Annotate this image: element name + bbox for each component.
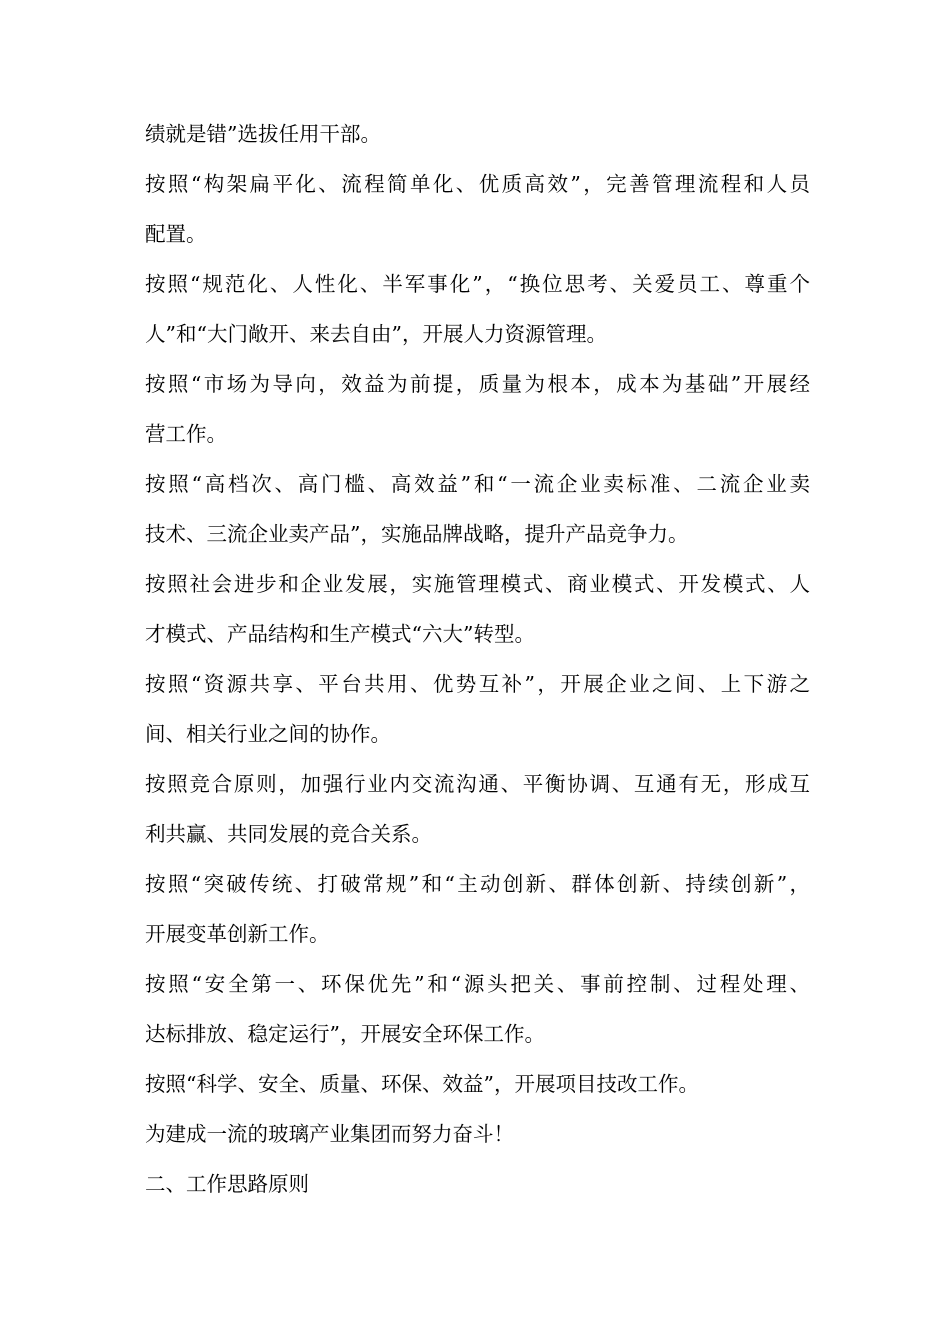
document-body [145, 109, 810, 1209]
paragraph [145, 959, 810, 1059]
text-line: 按照“资源共享、平台共用、优势互补”，开展企业之间、上下游之 [145, 672, 810, 696]
paragraph [145, 259, 810, 359]
text-line: 按照竞合原则，加强行业内交流沟通、平衡协调、互通有无，形成互 [145, 772, 810, 796]
paragraph [145, 1059, 810, 1109]
section-heading [145, 1159, 810, 1209]
text-line: 按照“市场为导向，效益为前提，质量为根本，成本为基础”开展经 [145, 372, 810, 396]
text-line: 人”和“大门敞开、来去自由”，开展人力资源管理。 [145, 322, 607, 346]
text-line: 开展变革创新工作。 [145, 922, 330, 946]
text-line: 按照“高档次、高门槛、高效益”和“一流企业卖标准、二流企业卖 [145, 472, 810, 496]
text-line: 技术、三流企业卖产品”，实施品牌战略，提升产品竞争力。 [145, 522, 689, 546]
paragraph [145, 159, 810, 259]
text-line: 达标排放、稳定运行”，开展安全环保工作。 [145, 1022, 545, 1046]
paragraph [145, 1109, 810, 1159]
text-line: 利共赢、共同发展的竞合关系。 [145, 822, 432, 846]
text-line: 按照“科学、安全、质量、环保、效益”，开展项目技改工作。 [145, 1072, 699, 1096]
text-line: 为建成一流的玻璃产业集团而努力奋斗！ [145, 1122, 514, 1146]
text-line: 按照社会进步和企业发展，实施管理模式、商业模式、开发模式、人 [145, 572, 810, 596]
paragraph [145, 759, 810, 859]
text-line: 才模式、产品结构和生产模式“六大”转型。 [145, 622, 535, 646]
text-line: 营工作。 [145, 422, 227, 446]
text-line: 配置。 [145, 222, 207, 246]
paragraph [145, 359, 810, 459]
text-line: 绩就是错”选拔任用干部。 [145, 122, 381, 146]
text-line: 按照“规范化、人性化、半军事化”，“换位思考、关爱员工、尊重个 [145, 272, 810, 296]
text-line: 二、工作思路原则 [145, 1172, 309, 1196]
paragraph [145, 109, 810, 159]
paragraph [145, 659, 810, 759]
paragraph [145, 859, 810, 959]
text-line: 按照“安全第一、环保优先”和“源头把关、事前控制、过程处理、 [145, 972, 810, 996]
paragraph [145, 459, 810, 559]
text-line: 按照“突破传统、打破常规”和“主动创新、群体创新、持续创新”， [145, 872, 810, 896]
paragraph [145, 559, 810, 659]
text-line: 间、相关行业之间的协作。 [145, 722, 391, 746]
text-line: 按照“构架扁平化、流程简单化、优质高效”，完善管理流程和人员 [145, 172, 810, 196]
